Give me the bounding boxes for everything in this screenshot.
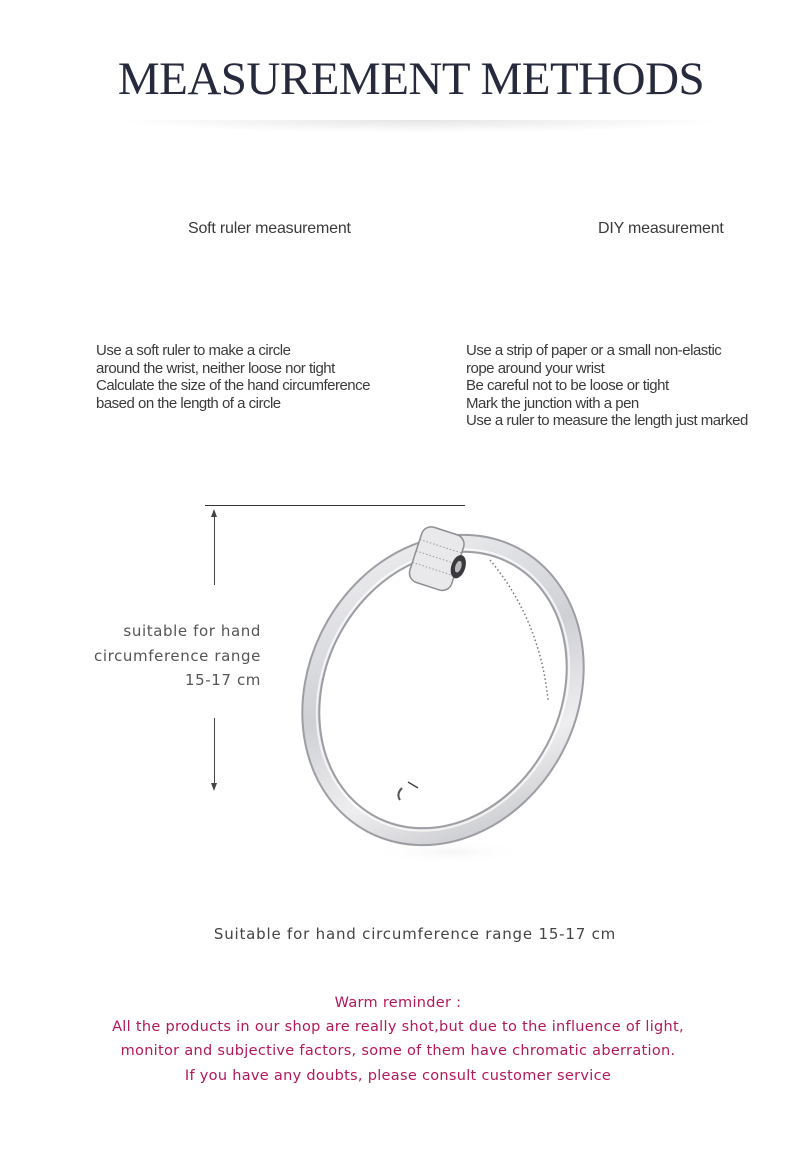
reminder-title: Warm reminder : [334,995,462,1011]
diy-heading: DIY measurement [598,220,724,237]
size-caption: Suitable for hand circumference range 15-17 cm [213,925,617,943]
soft-ruler-heading: Soft ruler measurement [188,220,351,237]
measure-line-upper [214,515,215,585]
instruction-line: Use a soft ruler to make a circle [96,342,291,359]
reminder-line: monitor and subjective factors, some of them have chromatic aberration. [120,1043,676,1060]
soft-ruler-instructions [96,342,370,412]
instruction-line: Be careful not to be loose or tight [466,377,669,394]
size-range-label: suitable for hand circumference range 15-17 cm [94,622,261,689]
instruction-line: rope around your wrist [466,359,605,377]
instruction-line: around the wrist, neither loose nor tight [96,359,335,377]
instruction-line: Use a strip of paper or a small non-elastic [466,342,722,359]
instruction-line: based on the length of a circle [96,394,281,412]
instruction-line: Use a ruler to measure the length just marked [466,412,748,429]
bangle-image [290,500,590,870]
warm-reminder [0,991,796,1088]
measure-line-lower [214,718,215,784]
instruction-line: Calculate the size of the hand circumference [96,377,370,394]
diy-instructions [466,342,748,430]
page-title: MEASUREMENT METHODS [117,53,705,105]
title-divider-shadow [130,120,710,132]
bangle-icon [290,500,590,870]
reminder-line: All the products in our shop are really shot,but due to the influence of light, [112,1019,684,1036]
arrow-down-icon [211,783,217,791]
reminder-line: If you have any doubts, please consult customer service [184,1067,612,1084]
instruction-line: Mark the junction with a pen [466,394,639,412]
